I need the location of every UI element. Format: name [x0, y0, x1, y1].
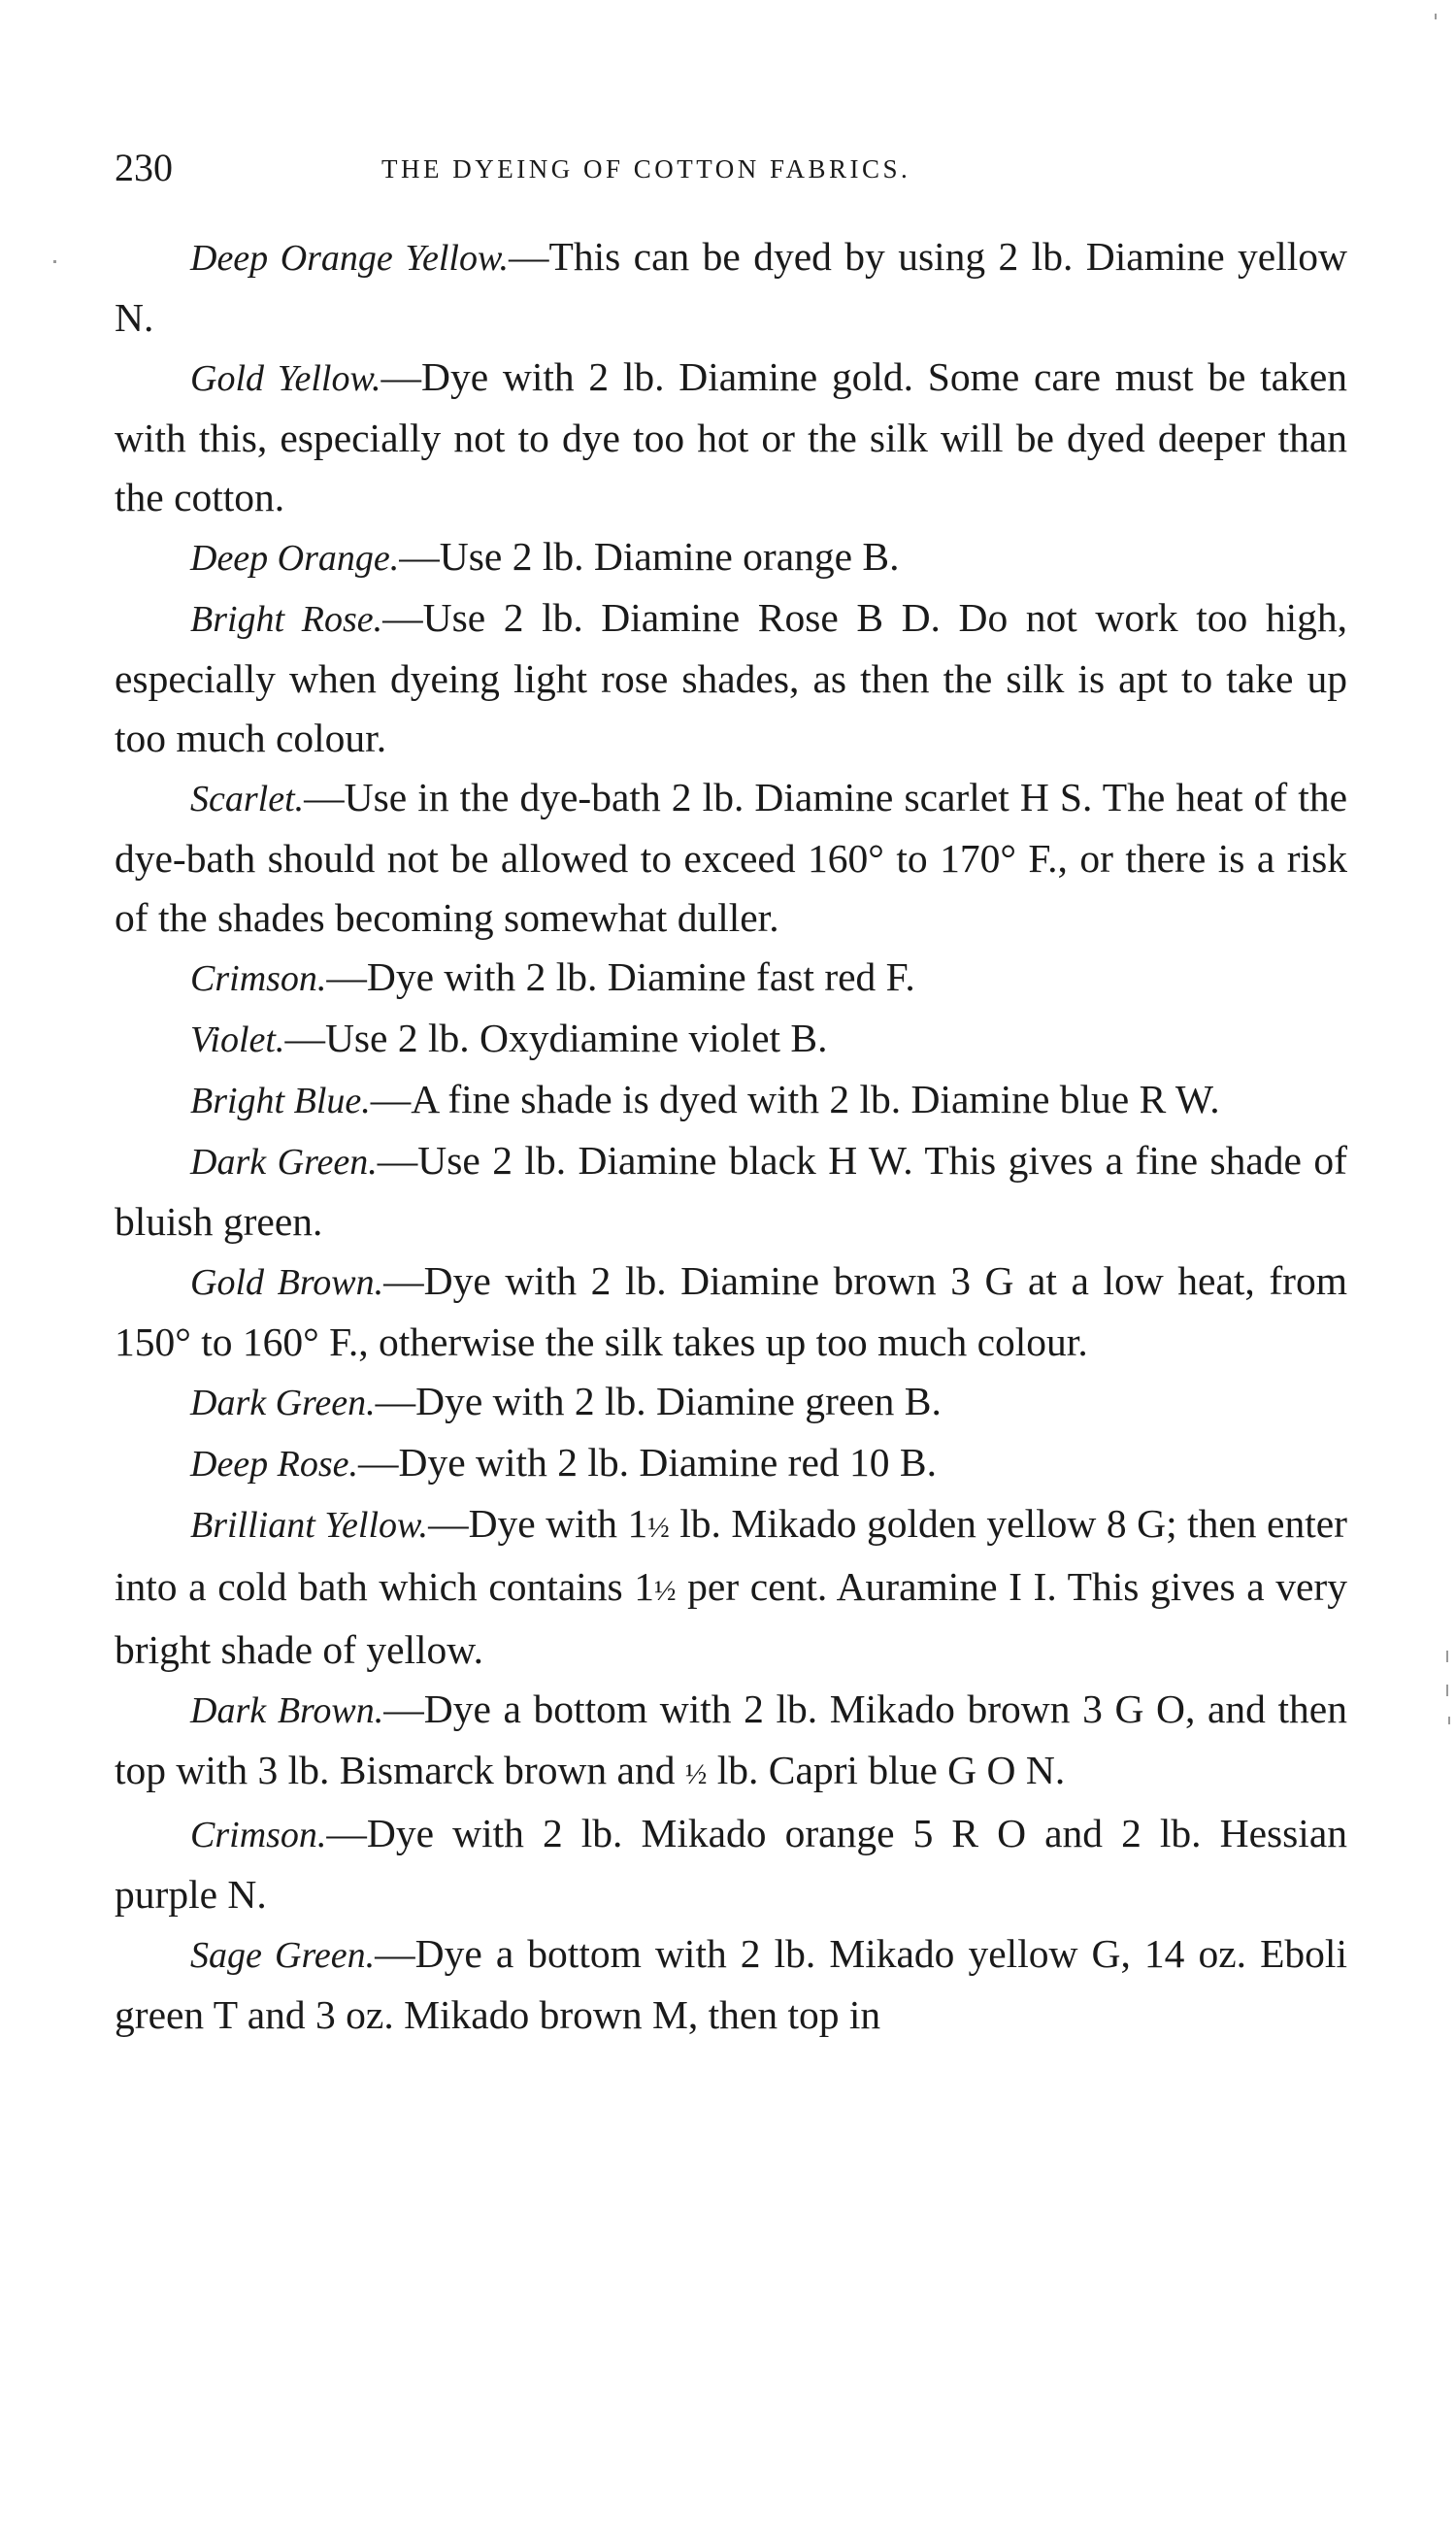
paragraph-bright-rose [115, 588, 1347, 768]
paragraph-gold-yellow [115, 348, 1347, 527]
paragraph-title: Brilliant Yellow. [190, 1505, 429, 1546]
paragraph-body: lb. Mikado golden yellow 8 G; then enter into a cold bath which contains 1 [115, 1501, 1347, 1609]
paragraph-body: —Use 2 lb. Diamine black H W. This gives a fine shade of bluish green. [115, 1138, 1347, 1244]
paragraph-body: —Dye with 2 lb. Diamine fast red F. [326, 954, 915, 999]
paragraph-deep-rose [115, 1433, 1347, 1494]
paragraph-body: —Dye a bottom with 2 lb. Mikado brown 3 G O, and then top with 3 lb. Bismarck brown and [115, 1686, 1347, 1792]
body-text [115, 227, 1347, 2045]
paragraph-dark-brown [115, 1680, 1347, 1804]
paragraph-title: Scarlet. [190, 779, 305, 819]
paragraph-deep-orange-yellow [115, 227, 1347, 348]
paragraph-body: —Dye with 2 lb. Mikado orange 5 R O and 2 lb. Hessian purple N. [115, 1811, 1347, 1917]
paragraph-body: —Dye with 2 lb. Diamine brown 3 G at a low heat, from 150° to 160° F., otherwise the silk takes up too much colour. [115, 1258, 1347, 1364]
paragraph-title: Deep Rose. [190, 1444, 359, 1485]
paragraph-scarlet [115, 768, 1347, 948]
fraction: ½ [654, 1575, 677, 1607]
page-header [115, 144, 1338, 192]
scan-speck [1448, 1717, 1450, 1724]
scan-speck [1446, 1651, 1448, 1662]
paragraph-body: —Dye with 1 [428, 1501, 648, 1546]
paragraph-body: —Dye a bottom with 2 lb. Mikado yellow G, 14 oz. Eboli green T and 3 oz. Mikado brown M, then top in [115, 1931, 1347, 2037]
paragraph-body: —Use 2 lb. Oxydiamine violet B. [284, 1016, 828, 1060]
paragraph-body: —Dye with 2 lb. Diamine gold. Some care must be taken with this, especially not to dye too hot or the silk will be dyed deeper than the cotton. [115, 354, 1347, 519]
paragraph-bright-blue [115, 1070, 1347, 1131]
paragraph-title: Dark Brown. [190, 1690, 384, 1731]
paragraph-body: —Dye with 2 lb. Diamine green B. [375, 1379, 942, 1423]
paragraph-title: Dark Green. [190, 1142, 378, 1183]
paragraph-body: —Dye with 2 lb. Diamine red 10 B. [358, 1440, 937, 1485]
paragraph-title: Bright Rose. [190, 599, 383, 640]
paragraph-gold-brown [115, 1252, 1347, 1372]
fraction: ½ [684, 1758, 708, 1790]
paragraph-violet [115, 1009, 1347, 1070]
paragraph-deep-orange [115, 527, 1347, 588]
page-number: 230 [115, 146, 173, 189]
running-title: THE DYEING OF COTTON FABRICS. [381, 154, 911, 184]
paragraph-title: Violet. [190, 1019, 285, 1060]
fraction: ½ [647, 1512, 670, 1544]
paragraph-title: Gold Brown. [190, 1262, 384, 1303]
scan-speck [53, 260, 56, 263]
paragraph-title: Crimson. [190, 958, 327, 999]
paragraph-title: Crimson. [190, 1815, 327, 1855]
paragraph-title: Deep Orange Yellow. [190, 238, 509, 279]
paragraph-crimson-2 [115, 1804, 1347, 1924]
paragraph-body: per cent. Auramine I I. This gives a very bright shade of yellow. [115, 1564, 1347, 1672]
paragraph-title: Bright Blue. [190, 1081, 371, 1121]
scan-speck [1446, 1685, 1448, 1696]
paragraph-dark-green-2 [115, 1372, 1347, 1433]
paragraph-title: Gold Yellow. [190, 358, 381, 399]
paragraph-body: —A fine shade is dyed with 2 lb. Diamine blue R W. [370, 1077, 1220, 1121]
paragraph-brilliant-yellow [115, 1494, 1347, 1680]
paragraph-body: —Use 2 lb. Diamine orange B. [399, 534, 900, 579]
paragraph-body: —Use in the dye-bath 2 lb. Diamine scarlet H S. The heat of the dye-bath should not be allowed to exceed 160° to 170° F., or there is a risk of the shades becoming somewhat duller. [115, 775, 1347, 940]
paragraph-body: lb. Capri blue G O N. [707, 1748, 1066, 1792]
paragraph-title: Dark Green. [190, 1383, 376, 1423]
paragraph-body: —Use 2 lb. Diamine Rose B D. Do not work too high, especially when dyeing light rose shades, as then the silk is apt to take up too much colour. [115, 595, 1347, 760]
paragraph-title: Deep Orange. [190, 538, 400, 579]
paragraph-title: Sage Green. [190, 1935, 376, 1976]
paragraph-body: —This can be dyed by using 2 lb. Diamine yellow N. [115, 234, 1347, 340]
scan-speck [1435, 14, 1437, 19]
paragraph-crimson [115, 948, 1347, 1009]
paragraph-sage-green [115, 1924, 1347, 2045]
paragraph-dark-green [115, 1131, 1347, 1252]
